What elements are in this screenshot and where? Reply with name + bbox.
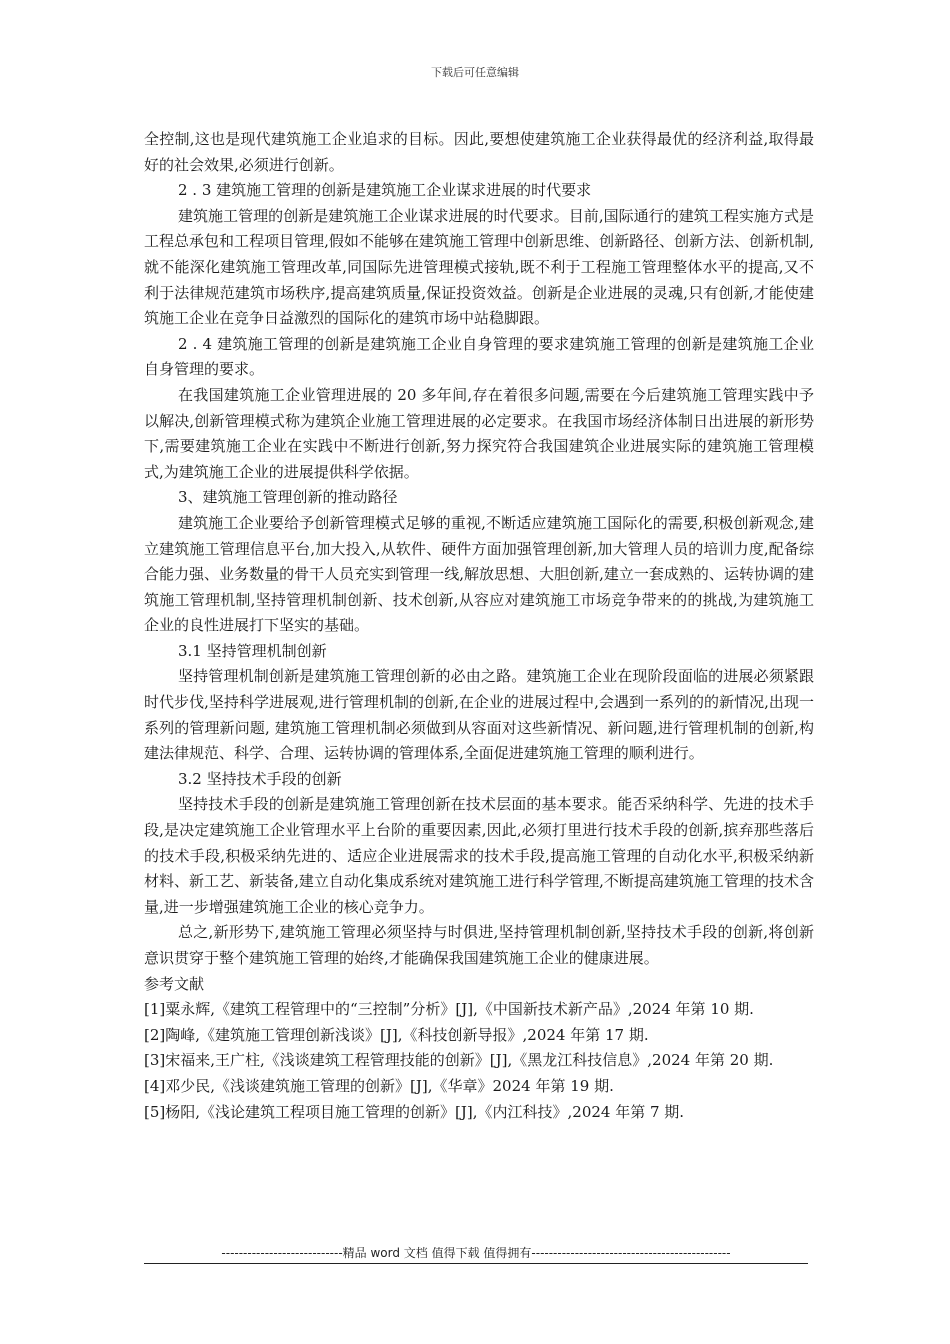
document-body: [144, 127, 814, 1125]
section-heading: 3.2 坚持技术手段的创新: [178, 769, 342, 788]
paragraph: 坚持管理机制创新是建筑施工管理创新的必由之路。建筑施工企业在现阶段面临的进展必须紧跟时代步伐,坚持科学进展观,进行管理机制的创新,在企业的进展过程中,会遇到一系列的的新情况,出现一系列的管理新问题, 建筑施工管理机制必须做到从容面对这些新情况、新问题,进行管理机制的创新,构建法律规范、科学、合理、运转协调的管理体系,全面促进建筑施工管理的顺利进行。: [144, 667, 814, 763]
paragraph: 坚持技术手段的创新是建筑施工管理创新在技术层面的基本要求。能否采纳科学、先进的技术手段,是决定建筑施工企业管理水平上台阶的重要因素,因此,必须打里进行技术手段的创新,摈弃那些落后的技术手段,积极采纳先进的、适应企业进展需求的技术手段,提高施工管理的自动化水平,积极采纳新材料、新工艺、新装备,建立自动化集成系统对建筑施工进行科学管理,不断提高建筑施工管理的技术含量,进一步增强建筑施工企业的核心竞争力。: [144, 795, 814, 916]
reference-item: [4]邓少民,《浅谈建筑施工管理的创新》[J],《华章》2024 年第 19 期.: [144, 1076, 614, 1095]
reference-item: [3]宋福来,王广柱,《浅谈建筑工程管理技能的创新》[J],《黑龙江科技信息》,2024 年第 20 期.: [144, 1051, 774, 1070]
references-heading: 参考文献: [144, 974, 205, 993]
paragraph: 在我国建筑施工企业管理进展的 20 多年间,存在着很多问题,需要在今后建筑施工管理实践中予以解决,创新管理模式称为建筑企业施工管理进展的必定要求。在我国市场经济体制日出进展的新形势下,需要建筑施工企业在实践中不断进行创新,努力探究符合我国建筑企业进展实际的建筑施工管理模式,为建筑施工企业的进展提供科学依据。: [144, 385, 814, 481]
paragraph: 建筑施工企业要给予创新管理模式足够的重视,不断适应建筑施工国际化的需要,积极创新观念,建立建筑施工管理信息平台,加大投入,从软件、硬件方面加强管理创新,加大管理人员的培训力度,配备综合能力强、业务数量的骨干人员充实到管理一线,解放思想、大胆创新,建立一套成熟的、运转协调的建筑施工管理机制,坚持管理机制创新、技术创新,从容应对建筑施工市场竞争带来的的挑战,为建筑施工企业的良性进展打下坚实的基础。: [144, 513, 814, 635]
section-heading: 3.1 坚持管理机制创新: [178, 641, 327, 660]
paragraph: 全控制,这也是现代建筑施工企业追求的目标。因此,要想使建筑施工企业获得最优的经济利益,取得最好的社会效果,必须进行创新。: [144, 130, 814, 174]
paragraph: 总之,新形势下,建筑施工管理必须坚持与时俱进,坚持管理机制创新,坚持技术手段的创新,将创新意识贯穿于整个建筑施工管理的始终,才能确保我国建筑施工企业的健康进展。: [144, 923, 814, 967]
page-header: 下载后可任意编辑: [431, 66, 519, 79]
reference-item: [2]陶峰,《建筑施工管理创新浅谈》[J],《科技创新导报》,2024 年第 17 期.: [144, 1025, 649, 1044]
reference-item: [1]粟永辉,《建筑工程管理中的“三控制”分析》[J],《中国新技术新产品》,2024 年第 10 期.: [144, 1000, 754, 1019]
section-heading: 2 . 4 建筑施工管理的创新是建筑施工企业自身管理的要求建筑施工管理的创新是建筑施工企业自身管理的要求。: [144, 334, 814, 379]
footer-divider: [144, 1263, 808, 1264]
page-footer: ----------------------------精品 word 文档 值得下载 值得拥有----------------------------------------------: [221, 1246, 731, 1260]
reference-item: [5]杨阳,《浅论建筑工程项目施工管理的创新》[J],《内江科技》,2024 年第 7 期.: [144, 1102, 685, 1121]
section-heading: 2 . 3 建筑施工管理的创新是建筑施工企业谋求进展的时代要求: [178, 181, 592, 200]
paragraph: 建筑施工管理的创新是建筑施工企业谋求进展的时代要求。目前,国际通行的建筑工程实施方式是工程总承包和工程项目管理,假如不能够在建筑施工管理中创新思维、创新路径、创新方法、创新机制,就不能深化建筑施工管理改革,同国际先进管理模式接轨,既不利于工程施工管理整体水平的提高,又不利于法律规范建筑市场秩序,提高建筑质量,保证投资效益。创新是企业进展的灵魂,只有创新,才能使建筑施工企业在竞争日益激烈的国际化的建筑市场中站稳脚跟。: [144, 206, 814, 328]
section-heading: 3、建筑施工管理创新的推动路径: [178, 488, 398, 507]
